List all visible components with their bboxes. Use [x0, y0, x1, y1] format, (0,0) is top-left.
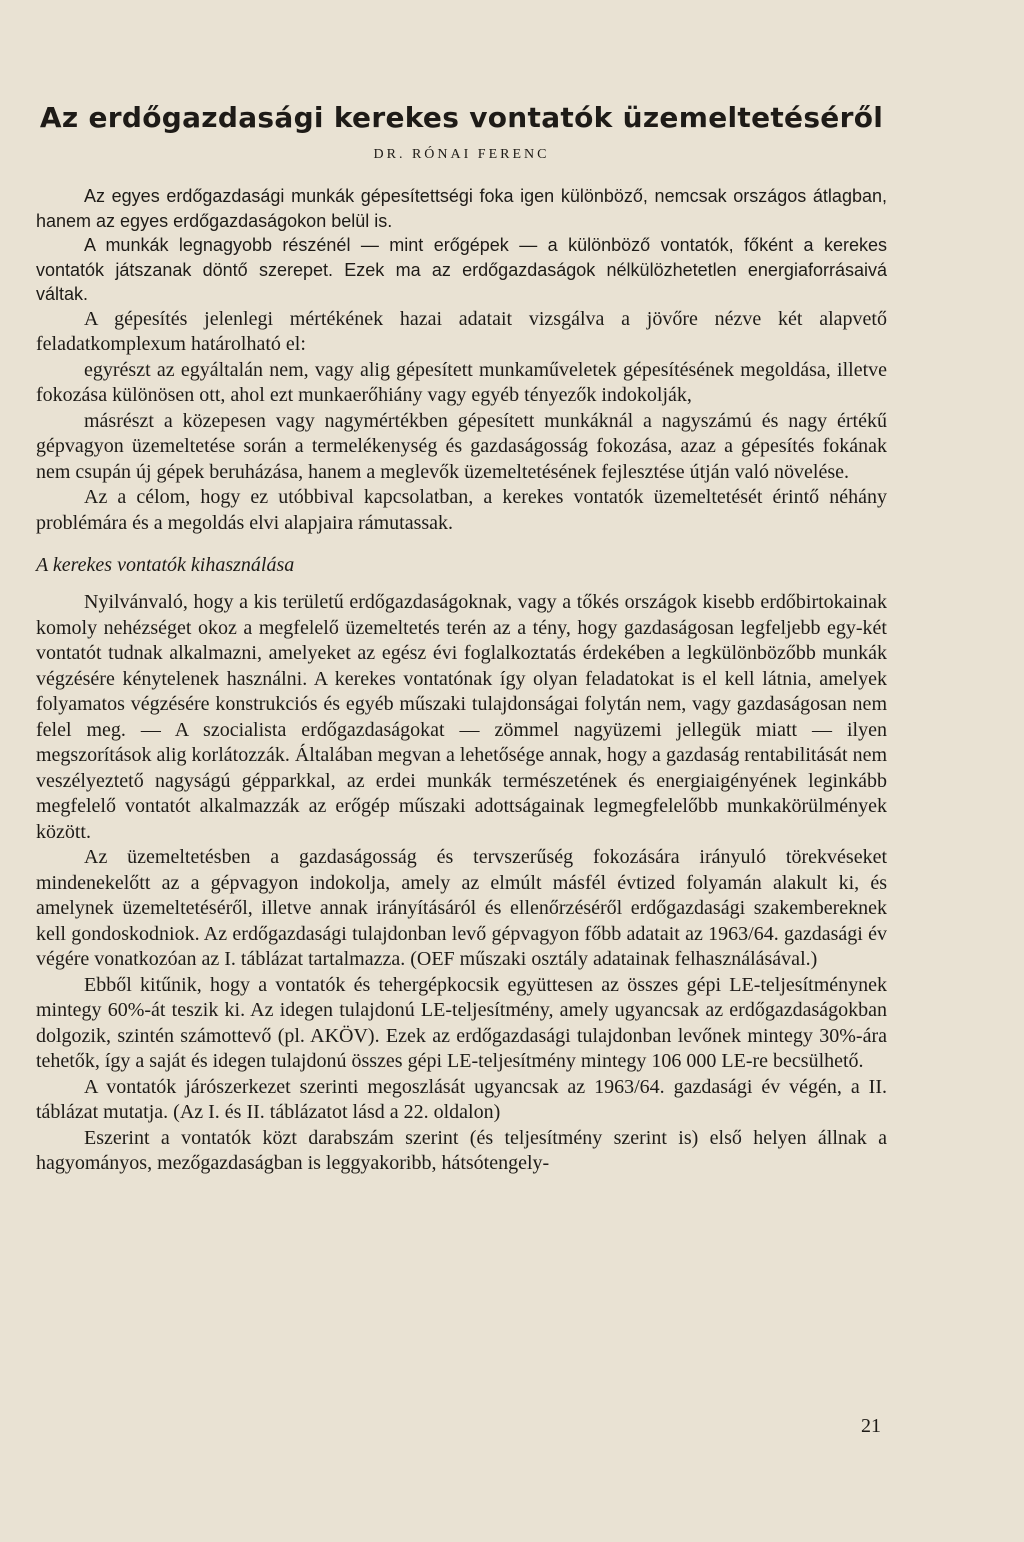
intro-paragraph: A munkák legnagyobb részénél — mint erőgépek — a különböző vontatók, főként a kerekes vontatók játszanak döntő szerepet. Ezek ma az erdőgazdaságok nélkülözhetetlen energiaforrásaivá váltak. — [36, 235, 887, 304]
section-paragraph: Nyilvánvaló, hogy a kis területű erdőgazdaságoknak, vagy a tőkés országok kisebb erdőbirtokainak komoly nehézséget okoz a megfelelő üzemeltetés terén az a tény, hogy gazdaságosan legfeljebb egy-két vontatót tudnak alkalmazni, amelyeket az egész évi foglalkoztatás érdekében a legkülönbözőbb munkák végzésére kénytelenek használni. A kerekes vontatónak így olyan feladatokat is el kell látnia, amelyek folyamatos végzésére konstrukciós és egyéb műszaki tulajdonságai folytán nem, vagy gazdaságosan nem felel meg. — A szocialista erdőgazdaságokat — zömmel nagyüzemi jellegük miatt — ilyen megszorítások alig korlátozzák. Általában megvan a lehetősége annak, hogy a gazdaság rentabilitását nem veszélyeztető nagyságú gépparkkal, az erdei munkák természetének és energiaigényének leginkább megfelelő vontatót alkalmazzák az erőgép műszaki adottságainak legmegfelelőbb munkakörülmények között. — [36, 591, 887, 843]
section-paragraph: Az üzemeltetésben a gazdaságosság és tervszerűség fokozására irányuló törekvéseket mindenekelőtt az a gépvagyon indokolja, amely az elmúlt másfél évtized folyamán alakult ki, és amelynek üzemeltetéséről, illetve annak irányításáról és ellenőrzéséről erdőgazdasági szakembereknek kell gondoskodniok. Az erdőgazdasági tulajdonban levő gépvagyon főbb adatait az 1963/64. gazdasági év végére vonatkozóan az I. táblázat tartalmazza. (OEF műszaki osztály adatainak felhasználásával.) — [36, 846, 887, 970]
body-paragraph: másrészt a közepesen vagy nagymértékben gépesített munkáknál a nagyszámú és nagy értékű gépvagyon üzemeltetése során a termelékenység és gazdaságosság fokozása, azaz a gépesítés fokának nem csupán új gépek beruházása, hanem a meglevők üzemeltetésének fejlesztése útján való növelése. — [36, 409, 887, 483]
section-heading: A kerekes vontatók kihasználása — [36, 554, 295, 576]
article-author: DR. RÓNAI FERENC — [373, 147, 550, 162]
article-title: Az erdőgazdasági kerekes vontatók üzemeltetéséről — [39, 101, 884, 134]
body-paragraph: Az a célom, hogy ez utóbbival kapcsolatban, a kerekes vontatók üzemeltetését érintő néhány problémára és a megoldás elvi alapjaira rámutassak. — [36, 486, 887, 534]
intro-paragraph: Az egyes erdőgazdasági munkák gépesítettségi foka igen különböző, nemcsak országos átlagban, hanem az egyes erdőgazdaságokon belül is. — [36, 186, 887, 231]
body-paragraph: A gépesítés jelenlegi mértékének hazai adatait vizsgálva a jövőre nézve két alapvető feladatkomplexum határolható el: — [36, 307, 887, 355]
body-paragraph: egyrészt az egyáltalán nem, vagy alig gépesített munkaműveletek gépesítésének megoldása, illetve fokozása különösen ott, ahol ezt munkaerőhiány vagy egyéb tényezők indokolják, — [36, 358, 887, 406]
page-number: 21 — [861, 1415, 881, 1437]
section-paragraph: A vontatók járószerkezet szerinti megoszlását ugyancsak az 1963/64. gazdasági év végén, a II. táblázat mutatja. (Az I. és II. táblázatot lásd a 22. oldalon) — [36, 1075, 887, 1123]
section-paragraph: Ebből kitűnik, hogy a vontatók és tehergépkocsik együttesen az összes gépi LE-teljesítménynek mintegy 60%-át teszik ki. Az idegen tulajdonú LE-teljesítmény, amely ugyancsak az erdőgazdaságokban dolgozik, szintén számottevő (pl. AKÖV). Ezek az erdőgazdasági tulajdonban levőnek mintegy 30%-ára tehetők, így a saját és idegen tulajdonú összes gépi LE-teljesítmény mintegy 106 000 LE-re becsülhető. — [36, 973, 887, 1072]
section-paragraph: Eszerint a vontatók közt darabszám szerint (és teljesítmény szerint is) első helyen állnak a hagyományos, mezőgazdaságban is leggyakoribb, hátsótengely- — [36, 1126, 887, 1174]
